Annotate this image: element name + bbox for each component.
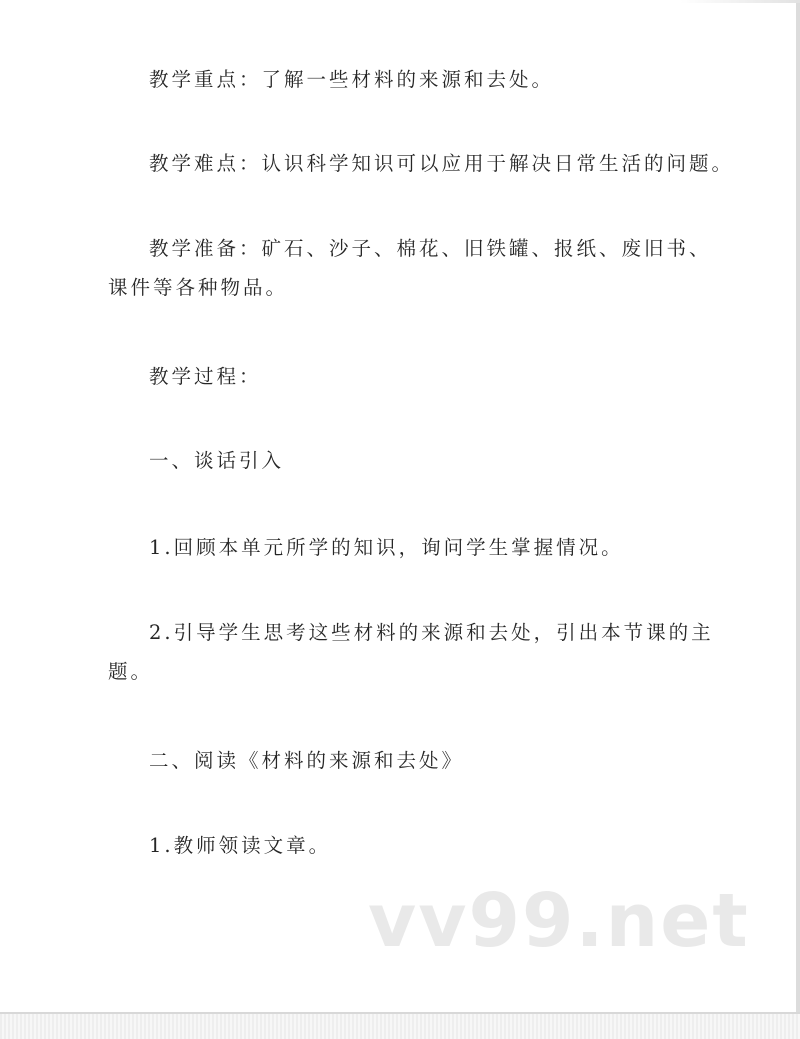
paragraph-step-1-2: [108, 613, 714, 691]
paragraph-line: 2.引导学生思考这些材料的来源和去处，引出本节课的主: [149, 621, 714, 644]
paragraph-line: 教学重点：了解一些材料的来源和去处。: [149, 68, 555, 91]
paragraph-line: 教学准备：矿石、沙子、棉花、旧铁罐、报纸、废旧书、: [149, 237, 712, 260]
paragraph-teaching-process: [108, 357, 688, 396]
paragraph-step-2-1: [108, 826, 688, 865]
paragraph-teaching-focus: [108, 60, 688, 99]
paragraph-line: 二、阅读《材料的来源和去处》: [149, 749, 465, 772]
paragraph-line: 题。: [108, 660, 154, 683]
heading-section-2: [108, 741, 688, 780]
paragraph-step-1-1: [108, 528, 688, 567]
watermark: vv99.net: [368, 878, 750, 964]
paragraph-teaching-difficulty: [108, 144, 735, 183]
paragraph-line: 1.教师领读文章。: [149, 834, 332, 857]
page-border-top: [680, 0, 800, 3]
paragraph-line: 教学过程：: [149, 365, 262, 388]
paragraph-line: 教学难点：认识科学知识可以应用于解决日常生活的问题。: [149, 152, 735, 175]
paragraph-teaching-preparation: [108, 229, 712, 307]
paragraph-line: 1.回顾本单元所学的知识，询问学生掌握情况。: [149, 536, 624, 559]
paragraph-line: 一、谈话引入: [149, 449, 285, 472]
page-bottom-edge: [0, 1012, 800, 1039]
page-border: [796, 0, 800, 1012]
paragraph-line: 课件等各种物品。: [108, 276, 289, 299]
heading-section-1: [108, 441, 688, 480]
